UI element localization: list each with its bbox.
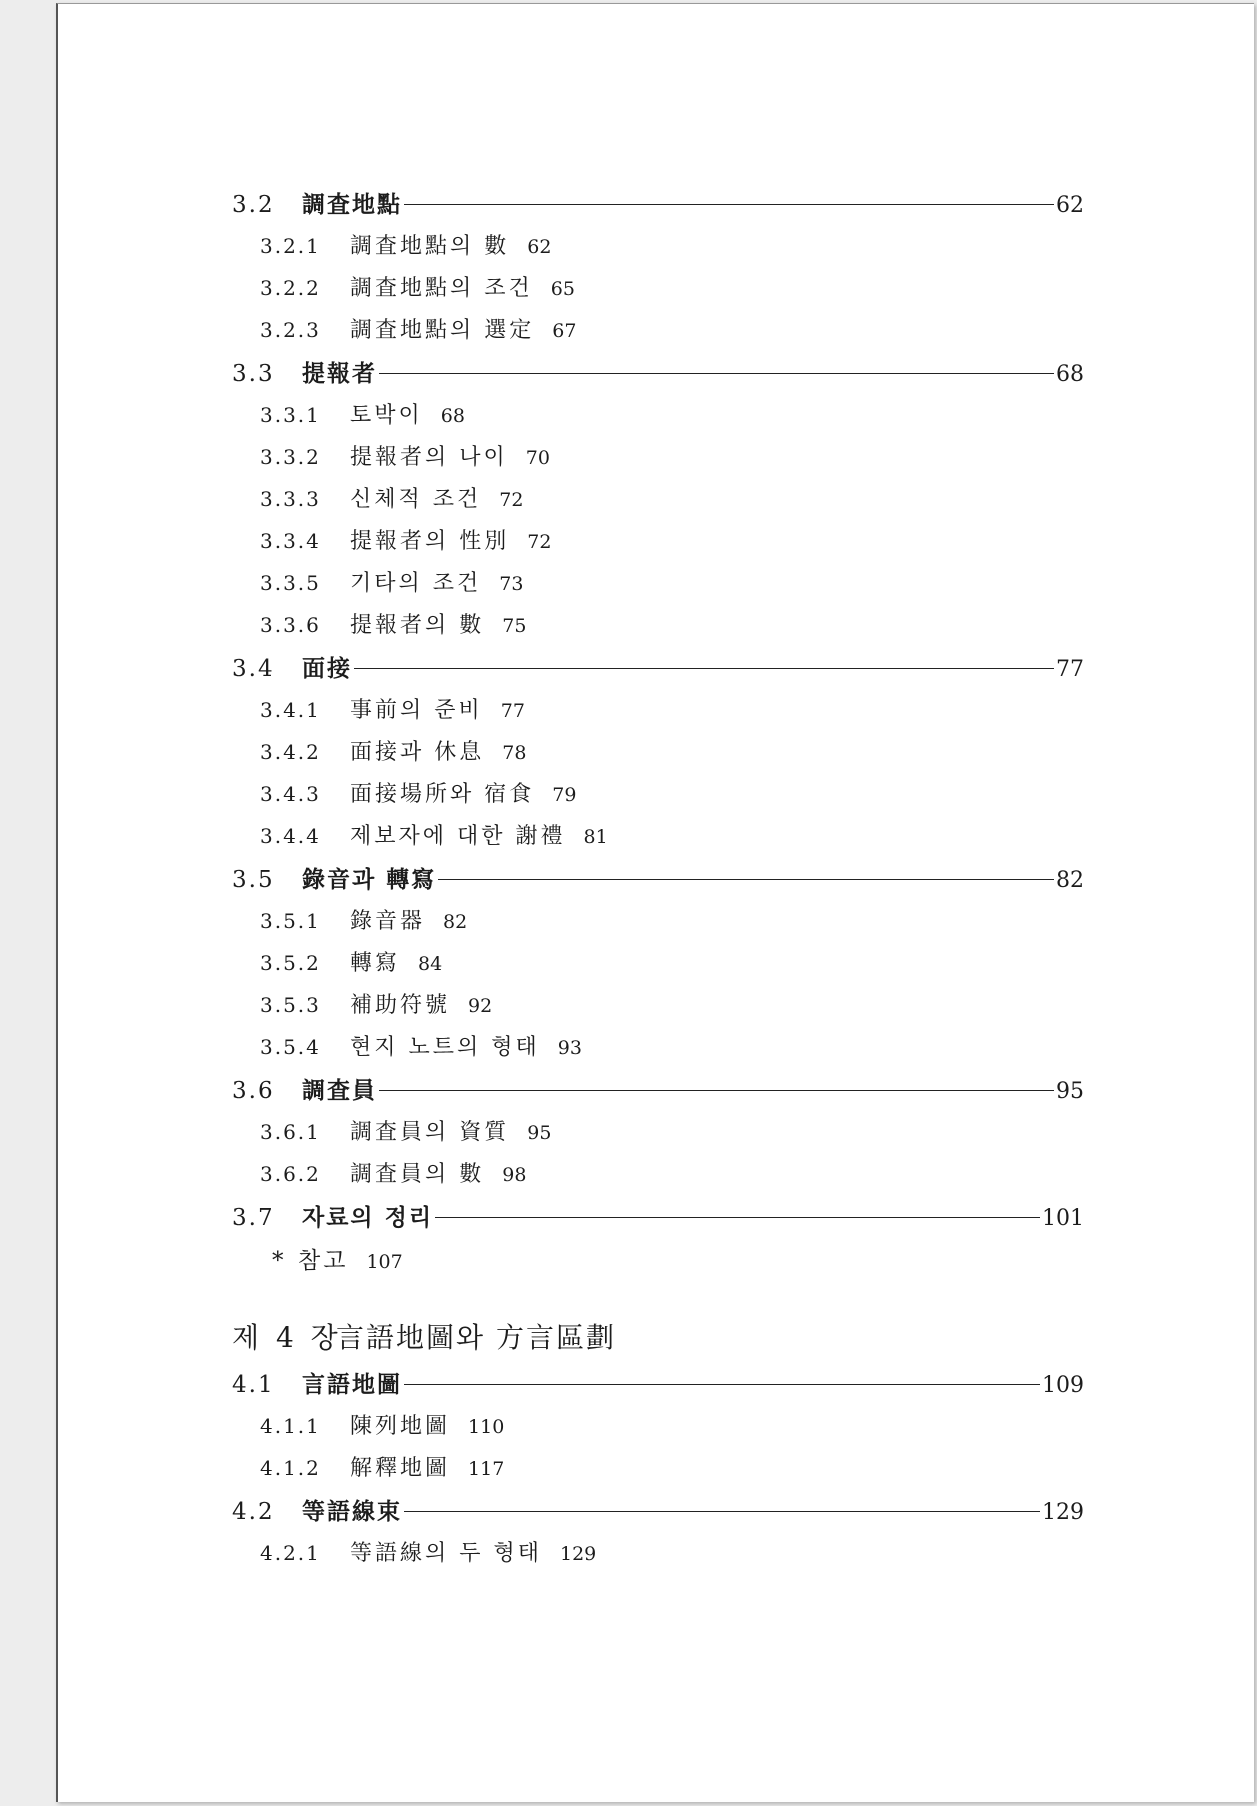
subsection-number: 3.3.5	[260, 571, 321, 595]
page-number: 68	[440, 405, 465, 427]
page-number: 67	[552, 320, 577, 342]
page-number: 129	[560, 1543, 597, 1565]
toc-subsection-row	[232, 777, 1084, 819]
toc-subsection-row	[232, 524, 1084, 566]
page-number: 107	[366, 1251, 403, 1273]
page-number: 84	[418, 953, 443, 975]
subsection-number: 4.2.1	[260, 1541, 321, 1565]
page-number: 72	[527, 531, 552, 553]
subsection-title: 解釋地圖	[350, 1456, 451, 1481]
page-number: 109	[1042, 1373, 1084, 1398]
section-title: 調査地點	[302, 191, 402, 218]
subsection-number: 3.3.1	[260, 403, 321, 427]
toc-reference-row	[232, 1242, 1084, 1284]
toc-subsection-row	[232, 946, 1084, 988]
toc-subsection-row	[232, 398, 1084, 440]
toc-section-row	[232, 186, 1084, 229]
section-number: 4.2	[232, 1499, 275, 1525]
toc-subsection-row	[232, 608, 1084, 650]
subsection-number: 4.1.2	[260, 1456, 321, 1480]
subsection-title: 補助符號	[350, 993, 451, 1018]
dot-leader-line	[438, 879, 1054, 880]
dot-leader-line	[379, 373, 1054, 374]
toc-subsection-row	[232, 904, 1084, 946]
toc-section-row	[232, 1072, 1084, 1115]
subsection-number: 3.4.1	[260, 698, 321, 722]
toc-subsection-row	[232, 313, 1084, 355]
page-number: 95	[1056, 1079, 1084, 1104]
subsection-number: 3.5.3	[260, 993, 321, 1017]
toc-subsection-row	[232, 693, 1084, 735]
subsection-title: 調査員의 資質	[350, 1120, 510, 1145]
subsection-title: 기타의 조건	[350, 571, 482, 596]
section-title: 자료의 정리	[302, 1204, 434, 1231]
page-number: 95	[527, 1122, 552, 1144]
subsection-number: 3.2.3	[260, 318, 321, 342]
subsection-title: 현지 노트의 형태	[350, 1035, 540, 1060]
page-number: 68	[1056, 362, 1084, 387]
asterisk-marker: *	[272, 1248, 286, 1274]
page-number: 62	[527, 236, 552, 258]
subsection-number: 3.4.3	[260, 782, 321, 806]
toc-subsection-row	[232, 988, 1084, 1030]
page-number: 78	[502, 742, 527, 764]
dot-leader-line	[404, 204, 1054, 205]
section-number: 3.3	[232, 361, 275, 387]
toc-section-row	[232, 861, 1084, 904]
dot-leader-line	[404, 1511, 1040, 1512]
page-number: 101	[1042, 1206, 1084, 1231]
section-title: 提報者	[302, 360, 377, 387]
toc-subsection-row	[232, 229, 1084, 271]
toc-section-row	[232, 355, 1084, 398]
subsection-number: 3.4.4	[260, 824, 321, 848]
section-title: 錄音과 轉寫	[302, 866, 437, 893]
section-number: 3.4	[232, 656, 275, 682]
subsection-title: 陳列地圖	[350, 1414, 451, 1439]
page-number: 110	[468, 1416, 505, 1438]
toc-subsection-row	[232, 440, 1084, 482]
page-number: 81	[583, 826, 608, 848]
subsection-title: 提報者의 나이	[350, 445, 508, 470]
subsection-title: 調査員의 數	[350, 1162, 485, 1187]
section-number: 3.6	[232, 1078, 275, 1104]
page-number: 98	[502, 1164, 527, 1186]
subsection-number: 3.4.2	[260, 740, 321, 764]
subsection-title: 事前의 준비	[350, 698, 483, 723]
section-title: 言語地圖	[302, 1371, 402, 1398]
page-number: 62	[1056, 193, 1084, 218]
subsection-title: 調査地點의 數	[350, 234, 510, 259]
page-number: 82	[443, 911, 468, 933]
subsection-number: 3.2.1	[260, 234, 321, 258]
page-number: 93	[557, 1037, 582, 1059]
subsection-number: 3.3.3	[260, 487, 321, 511]
page-number: 129	[1042, 1500, 1084, 1525]
table-of-contents	[232, 186, 1084, 1578]
subsection-title: 提報者의 性別	[350, 529, 510, 554]
section-number: 3.7	[232, 1205, 275, 1231]
subsection-number: 3.2.2	[260, 276, 321, 300]
subsection-number: 4.1.1	[260, 1414, 321, 1438]
subsection-title: 調査地點의 選定	[350, 318, 535, 343]
subsection-number: 3.5.2	[260, 951, 321, 975]
dot-leader-line	[379, 1090, 1054, 1091]
toc-subsection-row	[232, 1409, 1084, 1451]
page-number: 92	[468, 995, 493, 1017]
toc-section-row	[232, 1199, 1084, 1242]
page-number: 65	[550, 278, 575, 300]
page-number: 73	[499, 573, 524, 595]
toc-subsection-row	[232, 566, 1084, 608]
toc-subsection-row	[232, 271, 1084, 313]
chapter-number: 제 4 장	[232, 1321, 342, 1354]
subsection-title: 提報者의 數	[350, 613, 485, 638]
subsection-title: 신체적 조건	[350, 487, 482, 512]
chapter-title: 言語地圖와 方言區劃	[336, 1321, 616, 1354]
subsection-title: 轉寫	[350, 951, 401, 976]
toc-subsection-row	[232, 1157, 1084, 1199]
subsection-number: 3.5.1	[260, 909, 321, 933]
section-number: 3.2	[232, 192, 275, 218]
page-number: 77	[1056, 657, 1084, 682]
toc-subsection-row	[232, 482, 1084, 524]
dot-leader-line	[435, 1217, 1040, 1218]
subsection-number: 3.3.2	[260, 445, 321, 469]
subsection-number: 3.3.4	[260, 529, 321, 553]
book-page	[56, 3, 1254, 1802]
toc-section-row	[232, 1493, 1084, 1536]
page-number: 70	[525, 447, 550, 469]
page-number: 75	[502, 615, 527, 637]
subsection-number: 3.6.1	[260, 1120, 321, 1144]
subsection-title: 面接과 休息	[350, 740, 485, 765]
toc-subsection-row	[232, 735, 1084, 777]
subsection-title: 錄音器	[350, 909, 426, 934]
dot-leader-line	[354, 668, 1054, 669]
page-number: 79	[552, 784, 577, 806]
reference-title: 참고	[298, 1248, 349, 1274]
subsection-title: 토박이	[350, 403, 423, 428]
dot-leader-line	[404, 1384, 1040, 1385]
subsection-number: 3.5.4	[260, 1035, 321, 1059]
section-number: 4.1	[232, 1372, 275, 1398]
subsection-title: 面接場所와 宿食	[350, 782, 535, 807]
section-title: 等語線束	[302, 1498, 402, 1525]
toc-section-row	[232, 650, 1084, 693]
section-title: 面接	[302, 655, 352, 682]
toc-subsection-row	[232, 1451, 1084, 1493]
toc-chapter-heading	[232, 1316, 1084, 1366]
section-number: 3.5	[232, 867, 275, 893]
page-number: 72	[499, 489, 524, 511]
toc-subsection-row	[232, 819, 1084, 861]
toc-section-row	[232, 1366, 1084, 1409]
subsection-number: 3.6.2	[260, 1162, 321, 1186]
subsection-title: 調査地點의 조건	[350, 276, 533, 301]
subsection-title: 제보자에 대한 謝禮	[350, 824, 566, 849]
page-number: 82	[1056, 868, 1084, 893]
toc-subsection-row	[232, 1115, 1084, 1157]
subsection-title: 等語線의 두 형태	[350, 1541, 542, 1566]
toc-subsection-row	[232, 1536, 1084, 1578]
subsection-number: 3.3.6	[260, 613, 321, 637]
toc-subsection-row	[232, 1030, 1084, 1072]
page-number: 117	[468, 1458, 505, 1480]
page-number: 77	[500, 700, 525, 722]
section-title: 調査員	[302, 1077, 377, 1104]
